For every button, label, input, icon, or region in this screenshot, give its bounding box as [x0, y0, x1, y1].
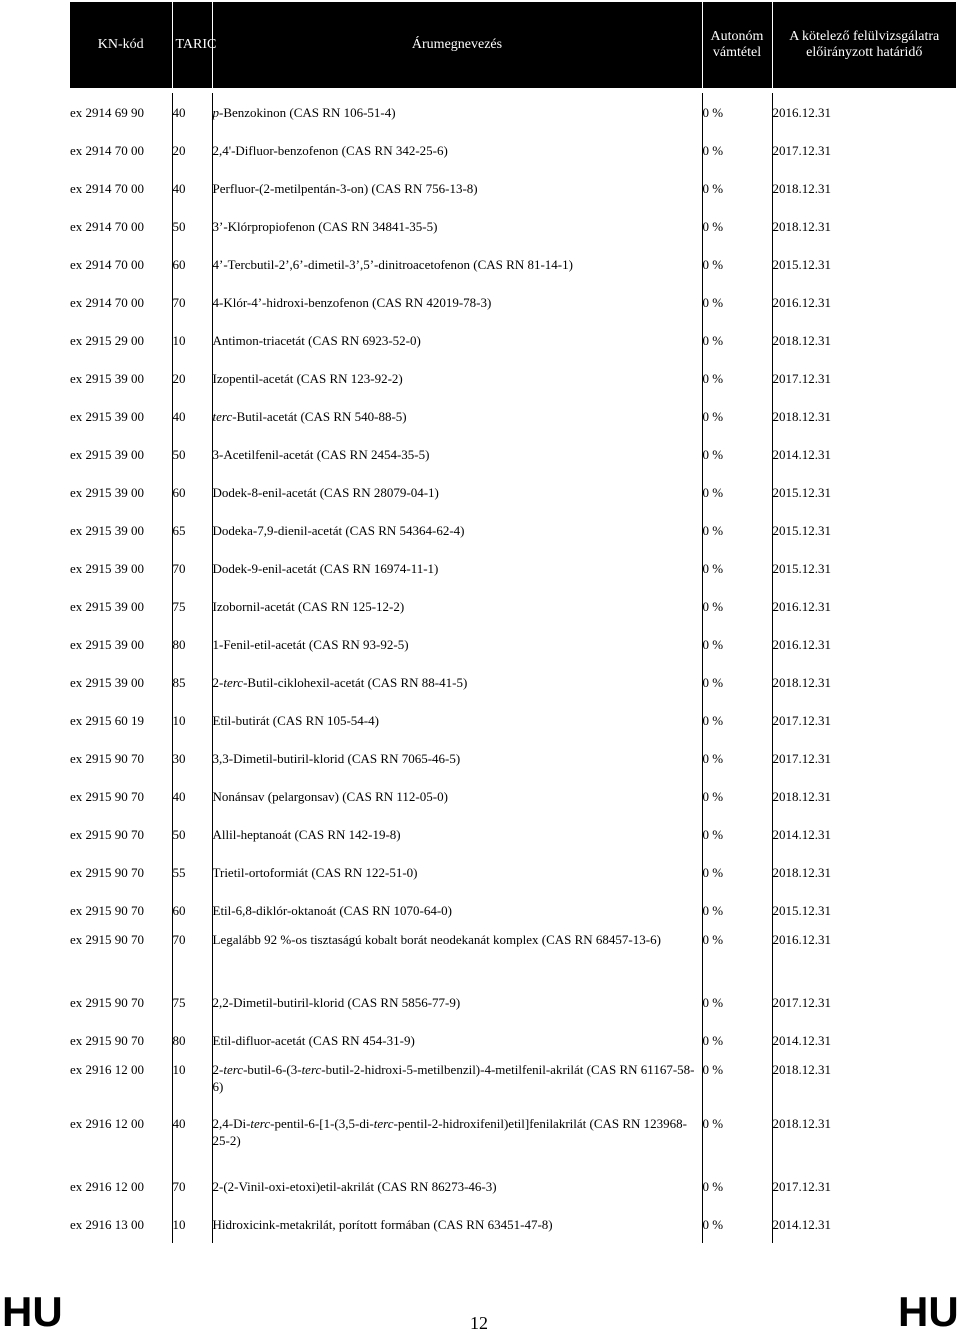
description-part: Antimon-triacetát (CAS RN 6923-52-0): [212, 332, 421, 348]
kn-code-cell: ex 2915 90 70: [70, 739, 172, 777]
description-cell: [212, 397, 702, 435]
description-part: 3-Acetilfenil-acetát (CAS RN 2454-35-5): [212, 446, 430, 462]
kn-code-cell: ex 2916 12 00: [70, 1167, 172, 1205]
rate-cell: 0 %: [702, 853, 772, 891]
kn-code-cell: ex 2915 39 00: [70, 587, 172, 625]
taric-cell: 55: [172, 853, 212, 891]
kn-code-cell: ex 2914 70 00: [70, 169, 172, 207]
table-row: [70, 473, 956, 511]
taric-cell: 75: [172, 587, 212, 625]
kn-code-cell: ex 2915 90 70: [70, 891, 172, 929]
description-part: -pentil-6-[1-(3,5-di-: [270, 1116, 374, 1131]
description-cell: [212, 1059, 702, 1113]
taric-cell: 75: [172, 983, 212, 1021]
description-part: Perfluor-(2-metilpentán-3-on) (CAS RN 756-13-8): [212, 180, 478, 196]
description-cell: [212, 663, 702, 701]
rate-cell: 0 %: [702, 473, 772, 511]
kn-code-cell: ex 2915 90 70: [70, 777, 172, 815]
table-row: [70, 1021, 956, 1059]
rate-cell: 0 %: [702, 435, 772, 473]
description-part: 2,2-Dimetil-butiril-klorid (CAS RN 5856-77-9): [212, 994, 461, 1010]
taric-cell: 10: [172, 1205, 212, 1243]
review-date-cell: 2015.12.31: [772, 560, 831, 576]
review-date-cell: 2015.12.31: [772, 522, 831, 538]
table-row: [70, 625, 956, 663]
description-part: Izopentil-acetát (CAS RN 123-92-2): [212, 370, 403, 386]
kn-code-cell: ex 2914 70 00: [70, 245, 172, 283]
review-date-cell: 2014.12.31: [772, 1032, 831, 1048]
description-part: 2-(2-Vinil-oxi-etoxi)etil-akrilát (CAS RN 86273-46-3): [212, 1178, 497, 1194]
review-date-cell: 2017.12.31: [772, 750, 831, 766]
kn-code-cell: ex 2915 39 00: [70, 511, 172, 549]
description-part: 3’-Klórpropiofenon (CAS RN 34841-35-5): [212, 218, 438, 234]
table-row: [70, 739, 956, 777]
rate-cell: 0 %: [702, 663, 772, 701]
kn-code-cell: ex 2915 90 70: [70, 853, 172, 891]
description-cell: [212, 739, 702, 777]
description-italic-part: terc: [223, 674, 244, 690]
taric-cell: 30: [172, 739, 212, 777]
description-cell: [212, 815, 702, 853]
description-cell: [212, 511, 702, 549]
rate-cell: 0 %: [702, 815, 772, 853]
rate-cell: 0 %: [702, 283, 772, 321]
kn-code-cell: ex 2915 39 00: [70, 473, 172, 511]
description-part: 3,3-Dimetil-butiril-klorid (CAS RN 7065-46-5): [212, 750, 461, 766]
review-date-cell: 2018.12.31: [772, 1062, 831, 1077]
kn-code-cell: ex 2915 39 00: [70, 549, 172, 587]
review-date-cell: 2018.12.31: [772, 408, 831, 424]
description-part: Dodek-9-enil-acetát (CAS RN 16974-11-1): [212, 560, 439, 576]
table-row: [70, 891, 956, 929]
description-cell: [212, 207, 702, 245]
table-row: [70, 435, 956, 473]
kn-code-cell: ex 2916 12 00: [70, 1059, 172, 1113]
review-date-cell: 2018.12.31: [772, 332, 831, 348]
description-part: 4’-Tercbutil-2’,6’-dimetil-3’,5’-dinitroacetofenon (CAS RN 81-14-1): [212, 256, 573, 272]
kn-code-cell: ex 2916 13 00: [70, 1205, 172, 1243]
table-row: [70, 701, 956, 739]
description-cell: [212, 321, 702, 359]
rate-cell: 0 %: [702, 511, 772, 549]
taric-cell: 40: [172, 777, 212, 815]
table-row: [70, 511, 956, 549]
taric-cell: 60: [172, 245, 212, 283]
description-part: -butil-6-(3-: [243, 1062, 302, 1077]
header-taric: TARIC: [172, 2, 212, 88]
kn-code-cell: ex 2914 70 00: [70, 207, 172, 245]
taric-cell: 60: [172, 891, 212, 929]
taric-cell: 60: [172, 473, 212, 511]
description-cell: [212, 93, 702, 131]
review-date-cell: 2016.12.31: [772, 294, 831, 310]
description-cell: [212, 1113, 702, 1167]
description-part: -Butil-ciklohexil-acetát (CAS RN 88-41-5): [243, 674, 468, 690]
review-date-cell: 2018.12.31: [772, 1116, 831, 1131]
table-row: [70, 397, 956, 435]
kn-code-cell: ex 2915 90 70: [70, 815, 172, 853]
kn-code-cell: ex 2915 39 00: [70, 663, 172, 701]
rate-cell: 0 %: [702, 625, 772, 663]
kn-code-cell: ex 2915 39 00: [70, 397, 172, 435]
description-italic-part: terc: [212, 408, 233, 424]
review-date-cell: 2016.12.31: [772, 104, 831, 120]
table-row: [70, 207, 956, 245]
description-part: 2,4-Di-: [212, 1116, 251, 1131]
taric-cell: 50: [172, 207, 212, 245]
rate-cell: 0 %: [702, 245, 772, 283]
description-cell: [212, 473, 702, 511]
table-row: [70, 1113, 956, 1167]
kn-code-cell: ex 2914 69 90: [70, 93, 172, 131]
taric-cell: 70: [172, 929, 212, 983]
rate-cell: 0 %: [702, 321, 772, 359]
description-part: 2,4'-Difluor-benzofenon (CAS RN 342-25-6): [212, 142, 448, 158]
taric-cell: 40: [172, 93, 212, 131]
description-part: 2-: [212, 1062, 224, 1077]
description-cell: [212, 853, 702, 891]
header-description: Árumegnevezés: [212, 2, 702, 88]
taric-cell: 10: [172, 701, 212, 739]
description-cell: [212, 549, 702, 587]
description-cell: [212, 701, 702, 739]
description-part: -pentil-2-hidroxifenil)etil]fenilakrilát (CAS RN 123968-25-2): [212, 1116, 688, 1148]
description-cell: [212, 169, 702, 207]
description-part: -Butil-acetát (CAS RN 540-88-5): [232, 408, 407, 424]
description-part: Hidroxicink-metakrilát, porított formában (CAS RN 63451-47-8): [212, 1216, 553, 1232]
description-part: Allil-heptanoát (CAS RN 142-19-8): [212, 826, 401, 842]
description-cell: [212, 929, 702, 983]
rate-cell: 0 %: [702, 1021, 772, 1059]
taric-cell: 50: [172, 815, 212, 853]
kn-code-cell: ex 2914 70 00: [70, 131, 172, 169]
kn-code-cell: ex 2915 29 00: [70, 321, 172, 359]
taric-cell: 50: [172, 435, 212, 473]
description-cell: [212, 983, 702, 1021]
taric-cell: 80: [172, 1021, 212, 1059]
rate-cell: 0 %: [702, 587, 772, 625]
kn-code-cell: ex 2914 70 00: [70, 283, 172, 321]
rate-cell: 0 %: [702, 397, 772, 435]
description-italic-part: terc: [223, 1062, 244, 1077]
table-body: [70, 93, 956, 1243]
footer-page-number: 12: [470, 1313, 488, 1333]
rate-cell: 0 %: [702, 1059, 772, 1113]
description-part: Izobornil-acetát (CAS RN 125-12-2): [212, 598, 405, 614]
kn-code-cell: ex 2915 39 00: [70, 625, 172, 663]
review-date-cell: 2017.12.31: [772, 994, 831, 1010]
taric-cell: 20: [172, 359, 212, 397]
description-cell: [212, 359, 702, 397]
review-date-cell: 2016.12.31: [772, 636, 831, 652]
rate-cell: 0 %: [702, 777, 772, 815]
rate-cell: 0 %: [702, 891, 772, 929]
taric-cell: 85: [172, 663, 212, 701]
footer-language-right: HU: [898, 1288, 959, 1335]
taric-cell: 10: [172, 1059, 212, 1113]
review-date-cell: 2017.12.31: [772, 1178, 831, 1194]
kn-code-cell: ex 2915 90 70: [70, 983, 172, 1021]
description-cell: [212, 777, 702, 815]
review-date-cell: 2018.12.31: [772, 864, 831, 880]
review-date-cell: 2017.12.31: [772, 712, 831, 728]
rate-cell: 0 %: [702, 93, 772, 131]
review-date-cell: 2018.12.31: [772, 180, 831, 196]
description-part: 2-: [212, 674, 224, 690]
review-date-cell: 2018.12.31: [772, 218, 831, 234]
review-date-cell: 2014.12.31: [772, 1216, 831, 1232]
taric-cell: 70: [172, 549, 212, 587]
description-part: Dodeka-7,9-dienil-acetát (CAS RN 54364-62-4): [212, 522, 465, 538]
taric-cell: 40: [172, 397, 212, 435]
table-row: [70, 983, 956, 1021]
rate-cell: 0 %: [702, 549, 772, 587]
table-row: [70, 245, 956, 283]
taric-cell: 40: [172, 169, 212, 207]
review-date-cell: 2015.12.31: [772, 256, 831, 272]
rate-cell: 0 %: [702, 131, 772, 169]
header-kn-code: KN-kód: [70, 2, 172, 88]
table-row: [70, 1059, 956, 1113]
taric-cell: 65: [172, 511, 212, 549]
table-header: [70, 2, 956, 88]
review-date-cell: 2015.12.31: [772, 484, 831, 500]
rate-cell: 0 %: [702, 701, 772, 739]
table-row: [70, 587, 956, 625]
header-autonomous-rate: Autonóm vámtétel: [702, 2, 772, 88]
review-date-cell: 2017.12.31: [772, 370, 831, 386]
taric-cell: 10: [172, 321, 212, 359]
review-date-cell: 2016.12.31: [772, 598, 831, 614]
description-italic-part: terc: [301, 1062, 322, 1077]
description-part: Trietil-ortoformiát (CAS RN 122-51-0): [212, 864, 418, 880]
description-italic-part: terc: [250, 1116, 271, 1131]
description-part: Nonánsav (pelargonsav) (CAS RN 112-05-0): [212, 788, 448, 804]
table-row: [70, 815, 956, 853]
description-cell: [212, 625, 702, 663]
description-cell: [212, 891, 702, 929]
description-cell: [212, 283, 702, 321]
kn-code-cell: ex 2915 90 70: [70, 1021, 172, 1059]
table-row: [70, 853, 956, 891]
description-part: Etil-difluor-acetát (CAS RN 454-31-9): [212, 1032, 415, 1048]
rate-cell: 0 %: [702, 929, 772, 983]
table-row: [70, 93, 956, 131]
table-row: [70, 359, 956, 397]
review-date-cell: 2018.12.31: [772, 788, 831, 804]
review-date-cell: 2018.12.31: [772, 674, 831, 690]
rate-cell: 0 %: [702, 1113, 772, 1167]
table-row: [70, 1205, 956, 1243]
description-part: Legalább 92 %-os tisztaságú kobalt borát neodekanát komplex (CAS RN 68457-13-6): [212, 932, 661, 947]
review-date-cell: 2016.12.31: [772, 932, 831, 947]
description-part: -Benzokinon (CAS RN 106-51-4): [219, 104, 396, 120]
review-date-cell: 2014.12.31: [772, 446, 831, 462]
description-part: Dodek-8-enil-acetát (CAS RN 28079-04-1): [212, 484, 439, 500]
description-cell: [212, 1021, 702, 1059]
table-row: [70, 321, 956, 359]
kn-code-cell: ex 2915 39 00: [70, 359, 172, 397]
tariff-table: [70, 2, 956, 1243]
table-row: [70, 663, 956, 701]
kn-code-cell: ex 2915 60 19: [70, 701, 172, 739]
description-cell: [212, 1167, 702, 1205]
kn-code-cell: ex 2915 39 00: [70, 435, 172, 473]
description-part: Etil-6,8-diklór-oktanoát (CAS RN 1070-64-0): [212, 902, 452, 918]
taric-cell: 40: [172, 1113, 212, 1167]
description-cell: [212, 131, 702, 169]
rate-cell: 0 %: [702, 983, 772, 1021]
description-part: -butil-2-hidroxi-5-metilbenzil)-4-metilfenil-akrilát (CAS RN 61167-58-6): [212, 1062, 695, 1094]
taric-cell: 20: [172, 131, 212, 169]
review-date-cell: 2014.12.31: [772, 826, 831, 842]
description-part: 4-Klór-4’-hidroxi-benzofenon (CAS RN 42019-78-3): [212, 294, 492, 310]
header-review-deadline: A kötelező felülvizsgálatra előirányzott határidő: [772, 2, 956, 88]
table-row: [70, 131, 956, 169]
kn-code-cell: ex 2916 12 00: [70, 1113, 172, 1167]
rate-cell: 0 %: [702, 1205, 772, 1243]
footer-language-left: HU: [2, 1288, 63, 1335]
table-row: [70, 169, 956, 207]
description-part: Etil-butirát (CAS RN 105-54-4): [212, 712, 379, 728]
description-cell: [212, 587, 702, 625]
review-date-cell: 2015.12.31: [772, 902, 831, 918]
description-cell: [212, 245, 702, 283]
rate-cell: 0 %: [702, 1167, 772, 1205]
table-row: [70, 283, 956, 321]
rate-cell: 0 %: [702, 739, 772, 777]
table-row: [70, 549, 956, 587]
taric-cell: 80: [172, 625, 212, 663]
table-row: [70, 1167, 956, 1205]
review-date-cell: 2017.12.31: [772, 142, 831, 158]
description-part: 1-Fenil-etil-acetát (CAS RN 93-92-5): [212, 636, 409, 652]
table-row: [70, 929, 956, 983]
description-italic-part: p: [212, 104, 219, 120]
rate-cell: 0 %: [702, 359, 772, 397]
description-italic-part: terc: [373, 1116, 394, 1131]
description-cell: [212, 1205, 702, 1243]
rate-cell: 0 %: [702, 169, 772, 207]
rate-cell: 0 %: [702, 207, 772, 245]
taric-cell: 70: [172, 283, 212, 321]
table-row: [70, 777, 956, 815]
taric-cell: 70: [172, 1167, 212, 1205]
kn-code-cell: ex 2915 90 70: [70, 929, 172, 983]
description-cell: [212, 435, 702, 473]
